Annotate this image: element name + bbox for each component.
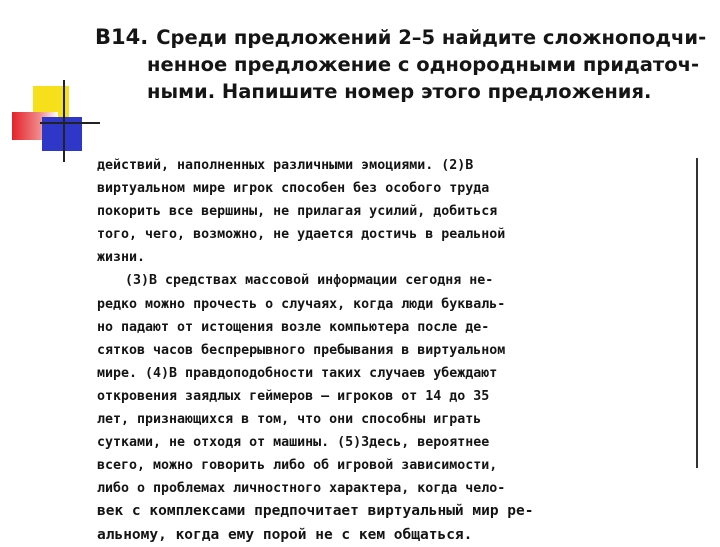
passage-line-11: откровения заядлых геймеров — игроков от 14 до 35: [97, 388, 490, 404]
scan-edge-line: [696, 158, 698, 468]
passage-line-12: лет, признающихся в том, что они способны играть: [97, 412, 482, 428]
passage-line-2: виртуальном мире игрок способен без особого труда: [97, 181, 490, 197]
decor-horizontal-line: [40, 122, 100, 124]
passage-line-4: того, чего, возможно, не удается достичь в реальной: [97, 227, 506, 243]
passage-line-6: (3)В средствах массовой информации сегодня не-: [125, 273, 494, 289]
task-line-1: [95, 24, 705, 51]
passage-line-5: жизни.: [97, 250, 146, 266]
text-passage: [97, 154, 697, 547]
passage-line-3: покорить все вершины, не прилагая усилий, добиться: [97, 204, 498, 220]
task-statement: [95, 24, 705, 105]
passage-line-10: мире. (4)В правдоподобности таких случаев убеждают: [97, 365, 498, 381]
task-line-3: ными. Напишите номер этого предложения.: [147, 80, 652, 103]
passage-line-16: век с комплексами предпочитает виртуальный мир ре-: [97, 503, 534, 520]
passage-line-8: но падают от истощения возле компьютера после де-: [97, 319, 490, 335]
passage-line-1: действий, наполненных различными эмоциями. (2)В: [97, 158, 474, 173]
decor-vertical-line: [63, 80, 65, 162]
passage-line-15: либо о проблемах личностного характера, когда чело-: [97, 481, 506, 497]
passage-line-14: всего, можно говорить либо об игровой зависимости,: [97, 458, 498, 474]
passage-line-7: редко можно прочесть о случаях, когда люди букваль-: [97, 296, 506, 312]
task-line-1-text: Среди предложений 2–5 найдите сложноподчи-: [156, 26, 707, 49]
task-line-2: ненное предложение с однородными придаточ-: [147, 53, 700, 76]
passage-line-17: альному, когда ему порой не с кем общаться.: [97, 526, 473, 543]
task-number: В14.: [95, 25, 149, 49]
passage-line-9: сятков часов беспрерывного пребывания в виртуальном: [97, 342, 506, 358]
passage-line-13: сутками, не отходя от машины. (5)Здесь, вероятнее: [97, 435, 490, 451]
